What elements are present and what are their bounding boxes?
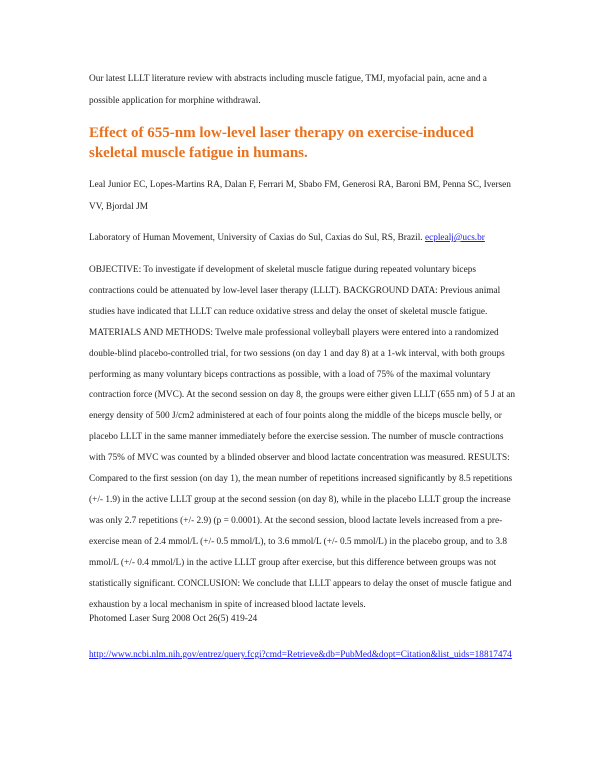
pubmed-link[interactable]: http://www.ncbi.nlm.nih.gov/entrez/query.fcgi?cmd=Retrieve&db=PubMed&dopt=Citation&list_uids=18817474 bbox=[89, 650, 512, 660]
email-link[interactable]: ecplealj@ucs.br bbox=[424, 233, 485, 243]
article-title: Effect of 655-nm low-level laser therapy on exercise-induced skeletal muscle fatigue in humans. bbox=[89, 125, 474, 161]
article-affiliation bbox=[89, 228, 529, 250]
article-authors: Leal Junior EC, Lopes-Martins RA, Dalan F, Ferrari M, Sbabo FM, Generosi RA, Baroni BM, Penna SC, Iversen VV, Bjordal JM bbox=[89, 180, 511, 212]
article-citation: Photomed Laser Surg 2008 Oct 26(5) 419-24 bbox=[89, 614, 258, 624]
article-abstract: OBJECTIVE: To investigate if development of skeletal muscle fatigue during repeated voluntary biceps contractions could be attenuated by low-level laser therapy (LLLT). BACKGROUND DATA: Previous animal studies have indicated that LLLT can reduce oxidative stress and delay the onset of skeletal muscle fatigue. MATERIALS AND METHODS: Twelve male professional volleyball players were entered into a randomized double-blind placebo-controlled trial, for two sessions (on day 1 and day 8) at a 1-wk interval, with both groups performing as many voluntary biceps contractions as possible, with a load of 75% of the maximal voluntary contraction force (MVC). At the second session on day 8, the groups were either given LLLT (655 nm) of 5 J at an energy density of 500 J/cm2 administered at each of four points along the middle of the biceps muscle belly, or placebo LLLT in the same manner immediately before the exercise session. The number of muscle contractions with 75% of MVC was counted by a blinded observer and blood lactate concentration was measured. RESULTS: Compared to the first session (on day 1), the mean number of repetitions increased significantly by 8.5 repetitions (+/- 1.9) in the active LLLT group at the second session (on day 8), while in the placebo LLLT group the increase was only 2.7 repetitions (+/- 2.9) (p = 0.0001). At the second session, blood lactate levels increased from a pre-exercise mean of 2.4 mmol/L (+/- 0.5 mmol/L), to 3.6 mmol/L (+/- 0.5 mmol/L) in the placebo group, and to 3.8 mmol/L (+/- 0.4 mmol/L) in the active LLLT group after exercise, but this difference between groups was not statistically significant. CONCLUSION: We conclude that LLLT appears to delay the onset of muscle fatigue and exhaustion by a local mechanism in spite of increased blood lactate levels. bbox=[89, 265, 516, 610]
intro-paragraph: Our latest LLLT literature review with abstracts including muscle fatigue, TMJ, myofacial pain, acne and a possible application for morphine withdrawal. bbox=[89, 74, 487, 106]
affiliation-text: Laboratory of Human Movement, University of Caxias do Sul, Caxias do Sul, RS, Brazil. bbox=[89, 233, 423, 243]
